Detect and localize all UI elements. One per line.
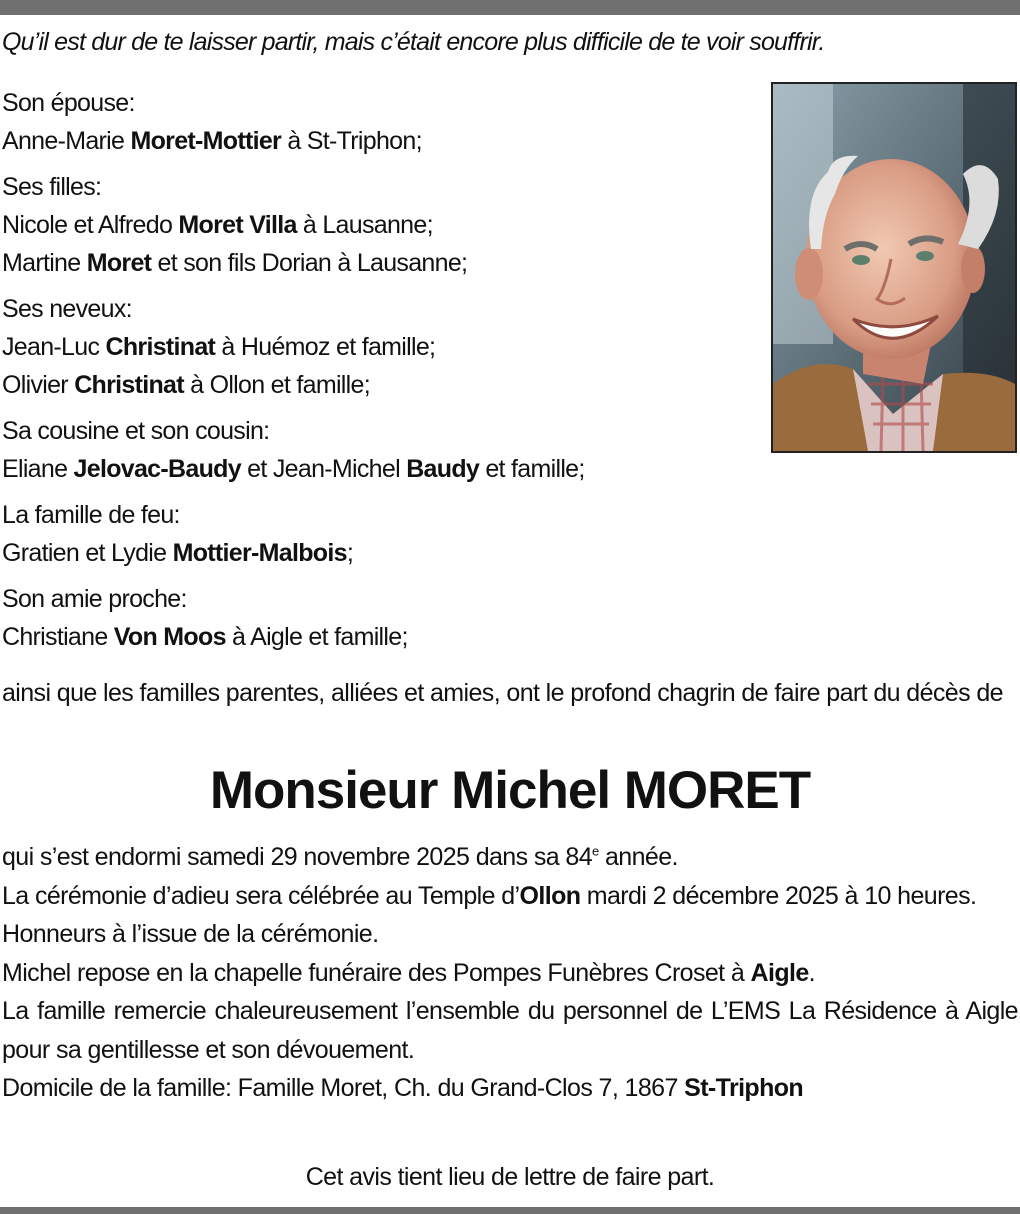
ordinal-suffix: e (592, 843, 599, 859)
member-surname: Von Moos (113, 623, 226, 651)
member-location: à Aigle et famille; (225, 623, 408, 651)
passing-date (2, 838, 1018, 877)
member-connector: et Jean-Michel (240, 455, 407, 483)
announcement-intro: ainsi que les familles parentes, alliées et amies, ont le profond chagrin de faire part du décès de (2, 679, 1003, 707)
member-surname: Baudy (406, 455, 480, 483)
member-surname: Moret-Mottier (130, 127, 282, 155)
rest-text: Michel repose en la chapelle funéraire des Pompes Funèbres Croset à (2, 958, 751, 987)
family-member (2, 244, 762, 282)
passing-date-text: qui s’est endormi samedi 29 novembre 2025 dans sa 84 (2, 843, 593, 871)
family-group-friend (2, 580, 762, 656)
rest-place: Aigle (750, 958, 809, 987)
member-first-name: Gratien et Lydie (2, 539, 173, 567)
group-heading: La famille de feu: (2, 501, 180, 529)
rest-period: . (808, 958, 816, 987)
member-location: à Ollon et famille; (183, 371, 370, 399)
group-heading: Ses filles: (2, 173, 102, 201)
member-surname: Christinat (105, 333, 216, 361)
member-first-name: Christiane (2, 623, 114, 651)
member-surname: Moret (86, 249, 152, 277)
thanks-info: La famille remercie chaleureusement l’ensemble du personnel de L’EMS La Résidence à Aigle pour sa gentillesse et son dévouement. (2, 997, 1018, 1064)
family-member (2, 206, 762, 244)
domicile-info (2, 1069, 1018, 1108)
ceremony-place: Ollon (519, 881, 581, 910)
deceased-name: Monsieur Michel MORET (209, 761, 811, 820)
member-first-name: Eliane (2, 455, 74, 483)
honours-info: Honneurs à l’issue de la cérémonie. (2, 920, 379, 948)
ceremony-time: mardi 2 décembre 2025 à 10 heures. (580, 881, 977, 910)
group-heading: Sa cousine et son cousin: (2, 417, 270, 445)
member-location: ; (346, 539, 354, 567)
family-group-late-family (2, 496, 762, 572)
family-member (2, 122, 762, 160)
group-heading: Son amie proche: (2, 585, 187, 613)
bottom-rule (0, 1207, 1020, 1214)
group-heading: Ses neveux: (2, 295, 132, 323)
family-group-nephews (2, 290, 762, 404)
family-member (2, 534, 762, 572)
member-first-name: Anne-Marie (2, 127, 131, 155)
family-member (2, 450, 762, 488)
top-rule (0, 0, 1020, 15)
member-location: et famille; (479, 455, 585, 483)
family-member (2, 618, 762, 656)
family-member (2, 328, 762, 366)
group-heading: Son épouse: (2, 89, 135, 117)
member-surname: Moret Villa (178, 211, 297, 239)
member-location: et son fils Dorian à Lausanne; (151, 249, 468, 277)
member-first-name: Olivier (2, 371, 75, 399)
ceremony-text: La cérémonie d’adieu sera célébrée au Temple d’ (2, 881, 520, 910)
family-list (2, 84, 762, 664)
ceremony-info (2, 877, 1018, 916)
announcement-details (2, 838, 1018, 1108)
closing-note: Cet avis tient lieu de lettre de faire part. (305, 1163, 715, 1191)
portrait-photo (771, 82, 1017, 453)
member-surname: Mottier-Malbois (172, 539, 347, 567)
rest-info (2, 954, 1018, 993)
family-member (2, 366, 762, 404)
member-location: à Huémoz et famille; (215, 333, 436, 361)
member-surname: Christinat (74, 371, 184, 399)
epigraph: Qu’il est dur de te laisser partir, mais c’était encore plus difficile de te voir souffrir. (2, 28, 825, 56)
family-group-cousins (2, 412, 762, 488)
passing-date-suffix: année. (598, 843, 678, 871)
domicile-place: St-Triphon (684, 1074, 804, 1102)
domicile-text: Domicile de la famille: Famille Moret, Ch. du Grand-Clos 7, 1867 (2, 1074, 685, 1102)
family-group-daughters (2, 168, 762, 282)
member-first-name: Martine (2, 249, 87, 277)
family-group-spouse (2, 84, 762, 160)
member-first-name: Nicole et Alfredo (2, 211, 179, 239)
member-location: à St-Triphon; (281, 127, 422, 155)
member-surname: Jelovac-Baudy (73, 455, 241, 483)
member-first-name: Jean-Luc (2, 333, 106, 361)
member-location: à Lausanne; (296, 211, 433, 239)
